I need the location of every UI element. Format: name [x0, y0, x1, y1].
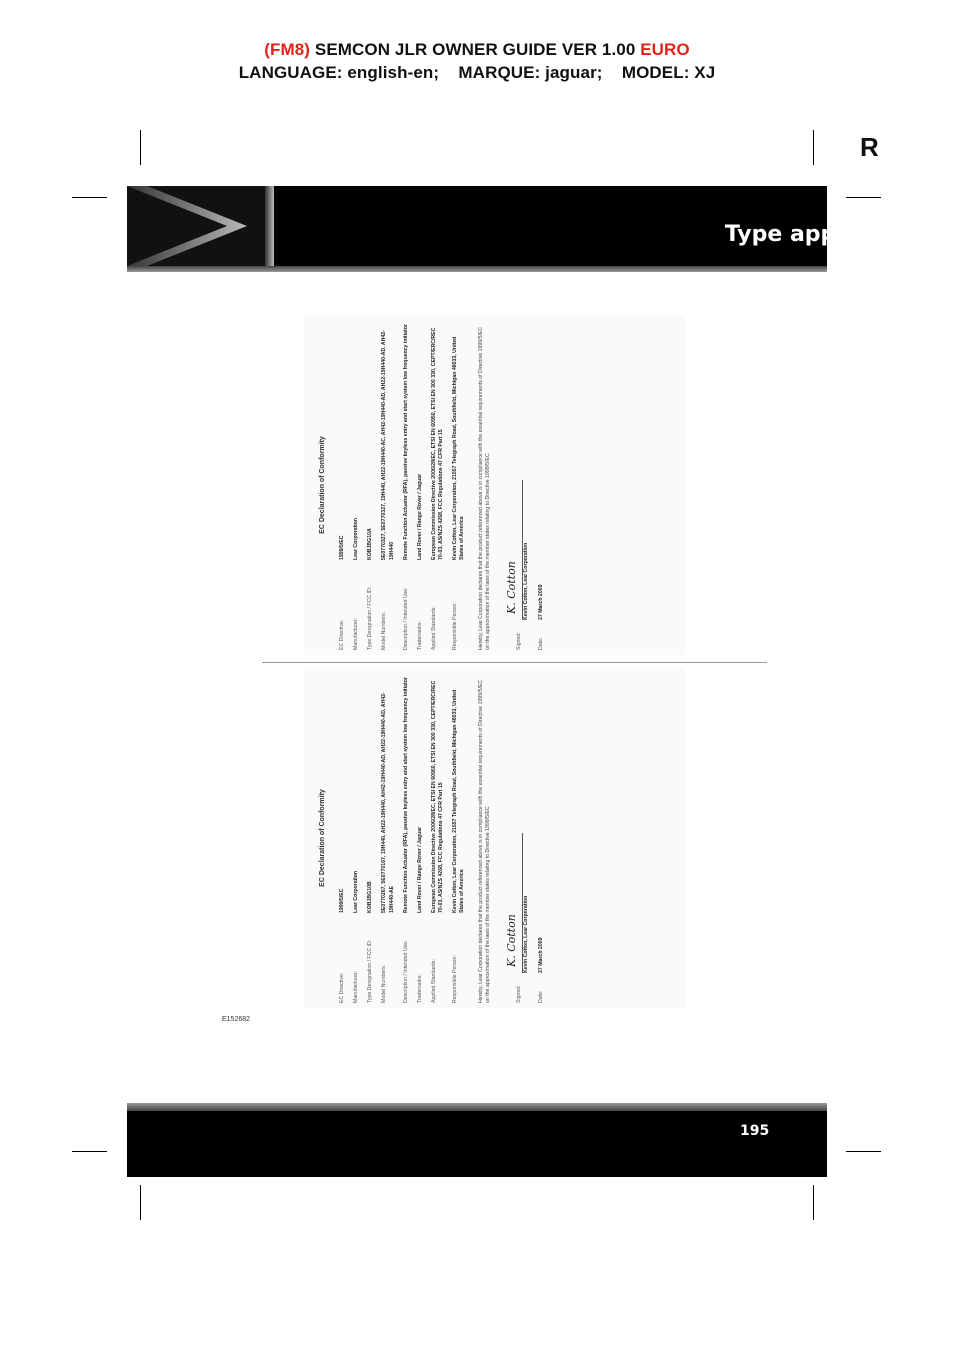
document-header-line1 [0, 40, 954, 60]
row-label: Trademarks: [416, 621, 423, 650]
row-value: Remote Function Actuator (RFA), passive keyless entry and start system low frequency initiator [402, 324, 409, 560]
declaration-row [416, 673, 423, 1003]
header-title: SEMCON JLR OWNER GUIDE VER 1.00 [314, 40, 636, 59]
declaration-row [402, 320, 409, 650]
row-value: 1999/5/EC [338, 888, 345, 913]
signer-name: Kevin Cotton, Lear Corporation [522, 542, 529, 620]
declaration-title: EC Declaration of Conformity [318, 789, 326, 887]
crop-mark [72, 1151, 107, 1152]
crop-mark [140, 130, 141, 165]
row-value: 5E0770267, 5E0770167, 19H440, AH22-19H440, AH42-19H440-AD, AH22-19H440-AD, AH42-19H440-AE [380, 692, 394, 913]
row-label: Applied Standards: [430, 959, 437, 1003]
row-label: Responsible Person: [451, 955, 458, 1003]
page-title: Type approval [724, 222, 899, 247]
declaration-statement: Hereby, Lear Corporation declares that the product referenced above is in compliance with the essential requirements of Directive 1999/5/EC on the approximation of the laws of the member states relating to Directive 1999/5/EC [477, 326, 491, 650]
signed-label: Signed: [515, 985, 522, 1003]
image-reference: E152682 [222, 1016, 251, 1023]
row-value: Remote Function Actuator (RFA), passive keyless entry and start system low frequency initiator [402, 677, 409, 913]
row-value: KOBJBG10B [366, 881, 373, 913]
declaration-row [367, 320, 374, 650]
row-value: Land Rover / Range Rover / Jaguar [416, 826, 423, 913]
signature-block [505, 320, 522, 650]
row-label: Type Designation / FCC ID: [366, 586, 373, 650]
row-value: KOBJBG10A [366, 528, 373, 560]
crop-mark [846, 1151, 881, 1152]
date-label: Date: [537, 637, 544, 650]
row-value: European Commission Directive 2006/28/EC, ETSI EN 60950, ETSI EN 300 330, CEPT/ERC/REC 70-03, AS/NZS 4268, FCC Regulations 47 CFR Part 15 [430, 327, 444, 560]
row-label: EC Directive: [338, 972, 345, 1003]
row-value: Land Rover / Range Rover / Jaguar [416, 473, 423, 560]
row-label: Model Numbers: [380, 964, 387, 1003]
row-label: Description / Intended Use: [402, 587, 409, 650]
declaration-row [381, 673, 395, 1003]
document-header-line2: LANGUAGE: english-en; MARQUE: jaguar; MODEL: XJ [238, 63, 716, 82]
row-value: 5E0770327, 5E0770327, 19H440, AH22-19H440-AC, AH42-19H440-AD, AH22-19H440-AD, AH42-19H440 [380, 330, 394, 560]
declaration-row [402, 673, 409, 1003]
row-label: Model Numbers: [380, 611, 387, 650]
declaration-row [381, 320, 395, 650]
banner-shade [127, 266, 827, 272]
signature-scribble: K. Cotton [504, 914, 518, 967]
row-value: Kevin Cotton, Lear Corporation, 21557 Telegraph Road, Southfield, Michigan 48033, United States of America [451, 689, 465, 913]
declaration-row [367, 673, 374, 1003]
signature-line [505, 833, 522, 973]
row-label: Manufacturer: [352, 970, 359, 1003]
declaration-title: EC Declaration of Conformity [318, 436, 326, 534]
row-label: EC Directive: [338, 619, 345, 650]
footer-shade [127, 1103, 827, 1111]
row-label: Applied Standards: [430, 606, 437, 650]
declaration-row [451, 320, 465, 650]
row-label: Trademarks: [416, 974, 423, 1003]
row-label: Description / Intended Use: [402, 940, 409, 1003]
section-letter: R [860, 132, 879, 162]
crop-mark [813, 1185, 814, 1220]
page-footer [127, 1111, 827, 1177]
signature-scribble: K. Cotton [504, 561, 518, 614]
row-value: 1999/5/EC [338, 535, 345, 560]
date-value: 27 March 2009 [537, 937, 544, 973]
declaration-row [339, 320, 346, 650]
declaration-row [339, 673, 346, 1003]
ec-declaration-document-2 [304, 668, 685, 1008]
declaration-row [353, 320, 360, 650]
header-code: (FM8) [264, 40, 311, 59]
crop-mark [813, 130, 814, 165]
signed-label: Signed: [515, 632, 522, 650]
signature-line [505, 480, 522, 620]
declaration-row [430, 320, 444, 650]
row-value: European Commission Directive 2006/28/EC, ETSI EN 60950, ETSI EN 300 330, CEPT/ERC/REC 70-03, AS/NZS 4268, FCC Regulations 47 CFR Part 15 [430, 680, 444, 913]
ec-declaration-document-1 [304, 315, 685, 655]
declaration-content [310, 320, 680, 650]
crop-mark [72, 197, 107, 198]
row-label: Type Designation / FCC ID: [366, 939, 373, 1003]
header-region: EURO [640, 40, 690, 59]
row-label: Manufacturer: [352, 617, 359, 650]
signature-block [505, 673, 522, 1003]
page-number: 195 [740, 1123, 770, 1139]
crop-mark [846, 197, 881, 198]
row-label: Responsible Person: [451, 602, 458, 650]
declaration-content [310, 673, 680, 1003]
declaration-row [353, 673, 360, 1003]
signer-name: Kevin Cotton, Lear Corporation [522, 895, 529, 973]
crop-mark [140, 1185, 141, 1220]
date-value: 27 March 2009 [537, 584, 544, 620]
row-value: Kevin Cotton, Lear Corporation, 21557 Telegraph Road, Southfield, Michigan 48033, United States of America [451, 336, 465, 560]
declaration-row [430, 673, 444, 1003]
declaration-row [451, 673, 465, 1003]
date-row [537, 673, 544, 1003]
row-value: Lear Corporation [352, 517, 359, 560]
row-value: Lear Corporation [352, 870, 359, 913]
declaration-row [416, 320, 423, 650]
document-divider [262, 662, 767, 663]
date-row [537, 320, 544, 650]
date-label: Date: [537, 990, 544, 1003]
declaration-statement: Hereby, Lear Corporation declares that the product referenced above is in compliance with the essential requirements of Directive 1999/5/EC on the approximation of the laws of the member states relating to Directive 1999/5/EC [477, 679, 491, 1003]
